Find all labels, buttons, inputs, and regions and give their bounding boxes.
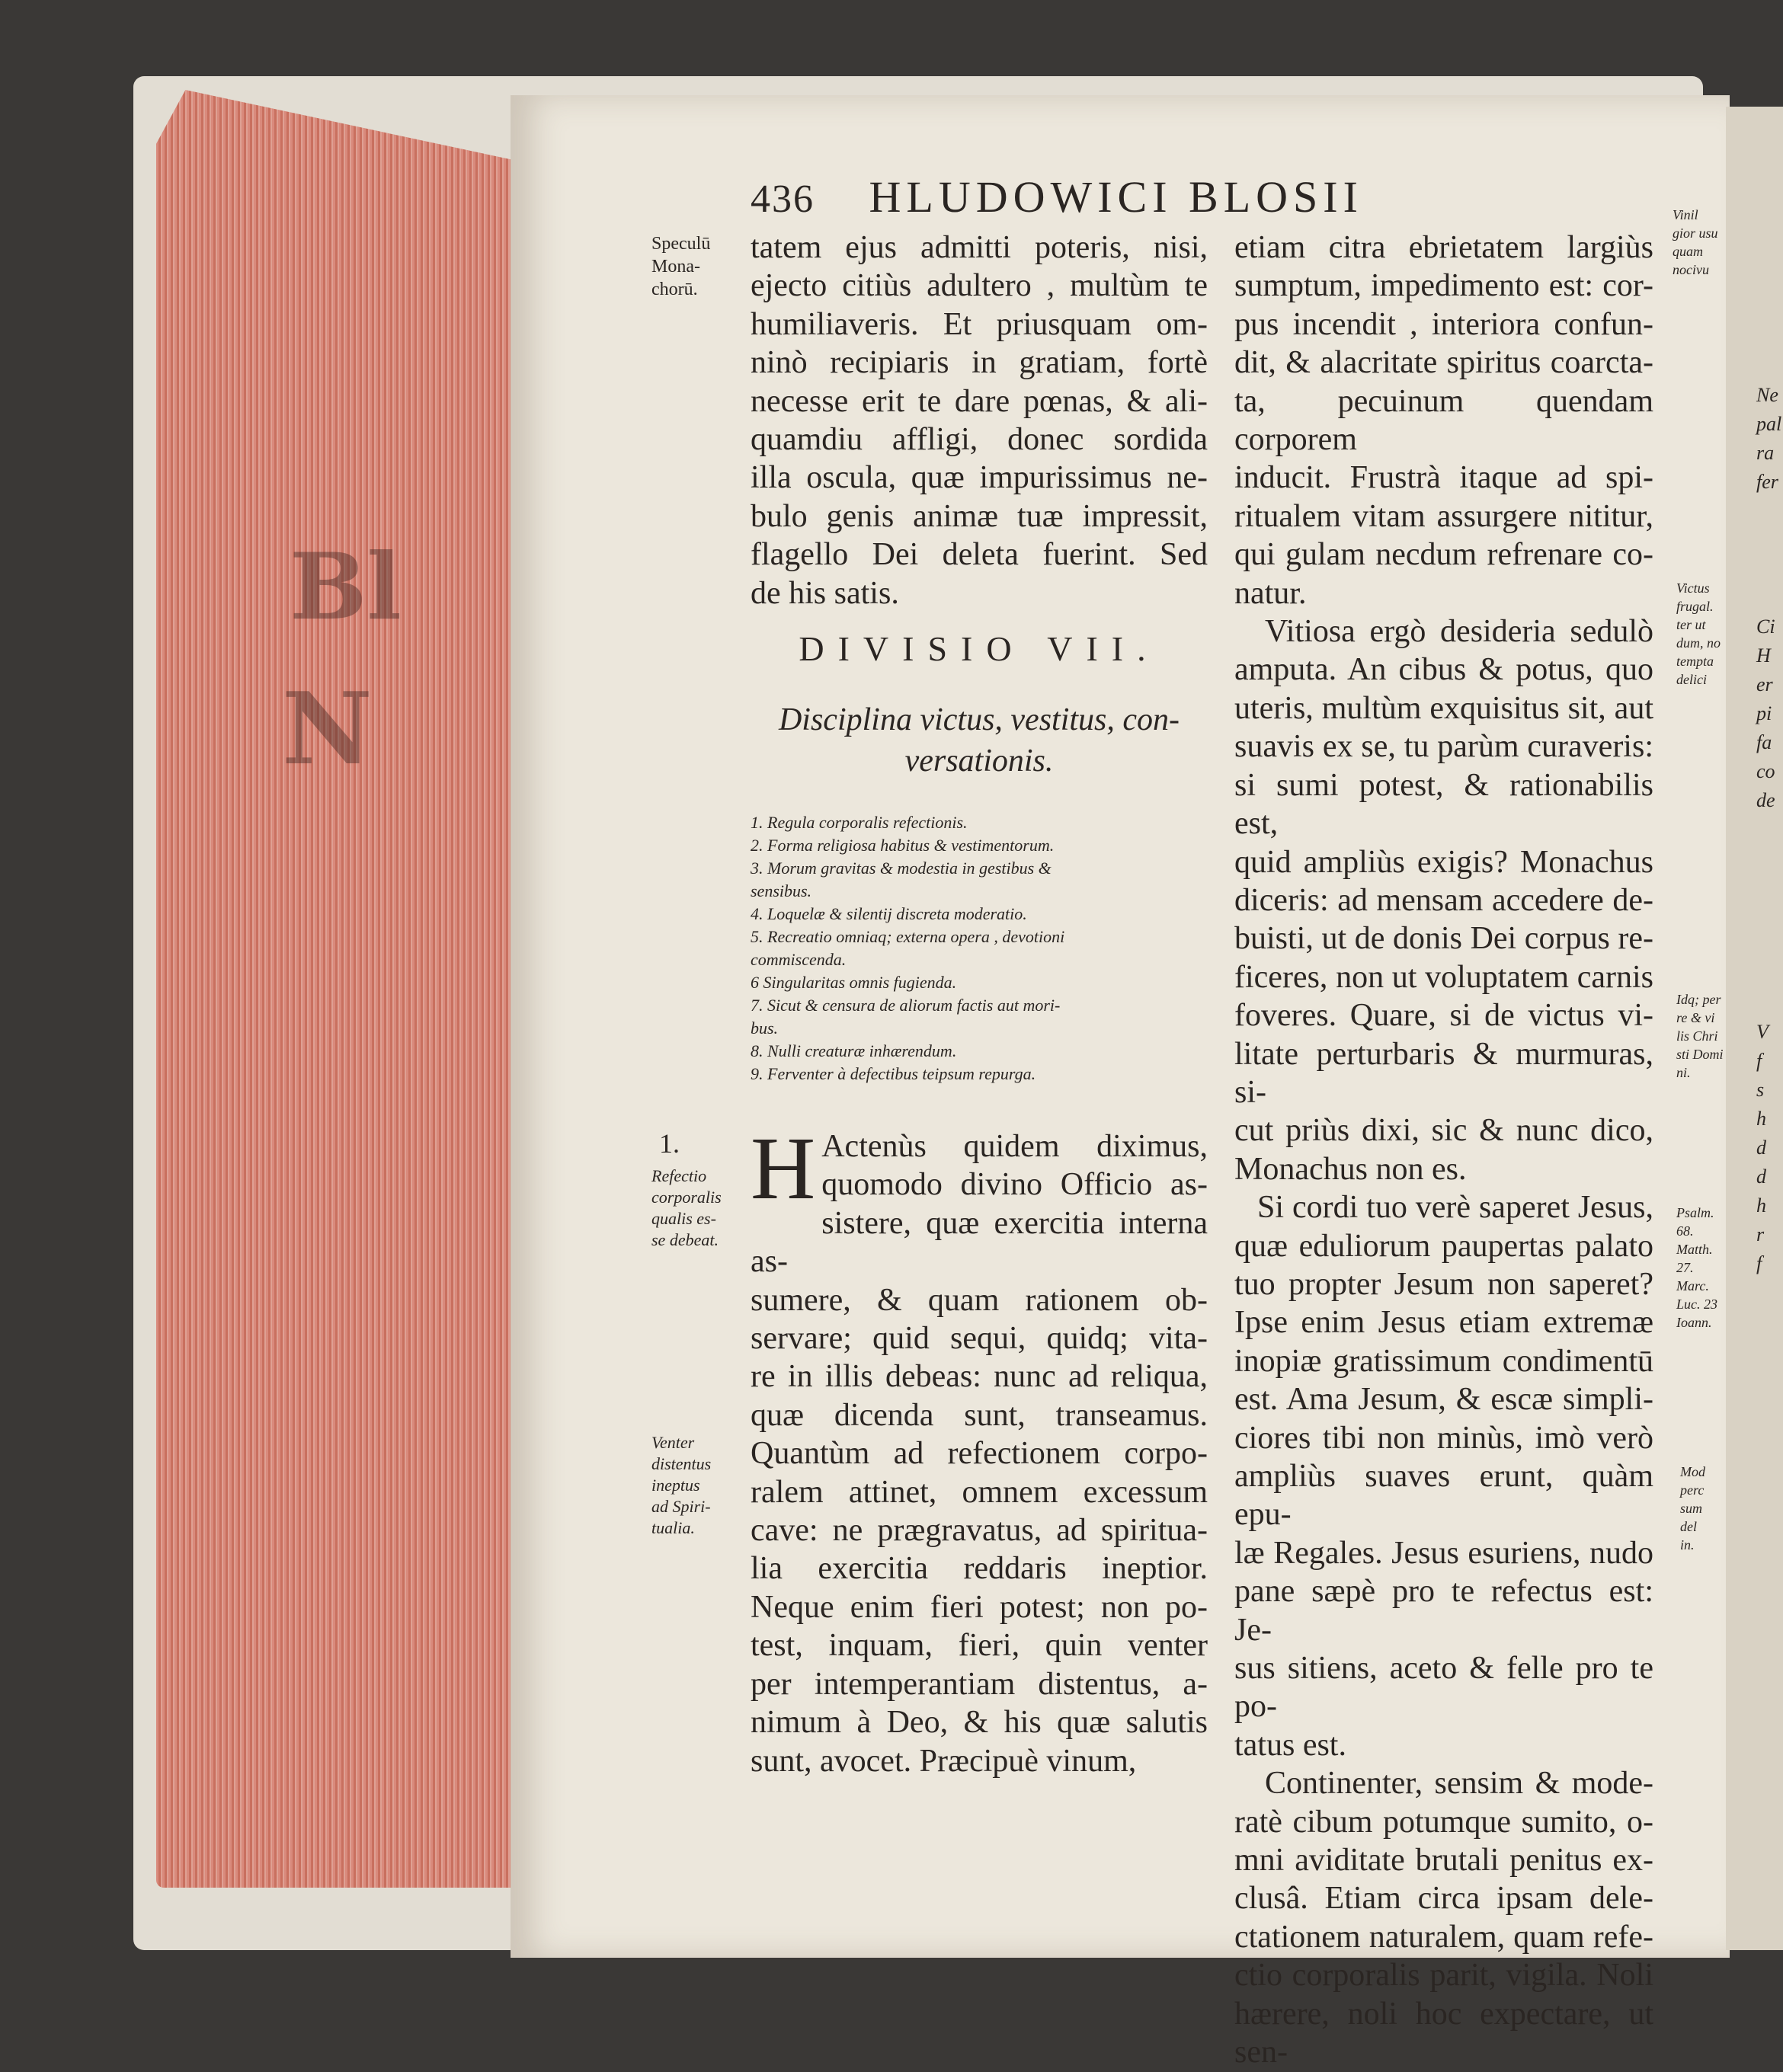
text-line: Ipse enim Jesus etiam extremæ xyxy=(1234,1305,1653,1341)
text-line: ampliùs suaves erunt, quàm epu- xyxy=(1234,1459,1653,1533)
contents-item: 5. Recreatio omniaq; externa opera , devotioni xyxy=(751,927,1065,946)
text-line: suavis ex se, tu parùm curaveris: xyxy=(1234,729,1653,765)
contents-item: 9. Ferventer à defectibus teipsum repurga. xyxy=(751,1064,1036,1083)
text-line: flagello Dei deleta fuerint. Sed xyxy=(751,537,1208,573)
text-line: natur. xyxy=(1234,575,1307,611)
text-line: Quantùm ad refectionem corpo- xyxy=(751,1436,1208,1472)
text-line: etiam citra ebrietatem largiùs xyxy=(1234,230,1653,265)
text-line: diceris: ad mensam accedere de- xyxy=(1234,882,1653,918)
text-line: bulo genis animæ tuæ impressit, xyxy=(751,498,1208,534)
contents-item: commiscenda. xyxy=(751,950,847,969)
right-column xyxy=(1234,229,1653,2072)
text-line: qui gulam necdum refrenare co- xyxy=(1234,537,1653,573)
text-line: quid ampliùs exigis? Monachus xyxy=(1234,844,1653,880)
text-line: nimum à Deo, & his quæ salutis xyxy=(751,1705,1208,1741)
text-line: ficeres, non ut voluptatem carnis xyxy=(1234,959,1653,995)
text-line: uteris, multùm exquisitus sit, aut xyxy=(1234,690,1653,726)
text-line: lia exercitia reddaris ineptior. xyxy=(751,1551,1208,1587)
text-line: litate perturbaris & murmuras, si- xyxy=(1234,1036,1653,1110)
contents-item: bus. xyxy=(751,1018,779,1038)
text-line: ta, pecuinum quendam corporem xyxy=(1234,383,1653,458)
text-line: humiliaveris. Et priusquam om- xyxy=(751,306,1208,342)
text-line: re in illis debeas: nunc ad reliqua, xyxy=(751,1359,1208,1395)
text-line: sen- xyxy=(1234,2035,1288,2070)
margin-note-venter: Venter distentus ineptus ad Spiri- tualia. xyxy=(651,1433,712,1537)
text-line: pane sæpè pro te refectus est: Je- xyxy=(1234,1574,1653,1648)
page-number: 436 xyxy=(751,177,815,221)
section-heading: DIVISIO VII. xyxy=(799,629,1160,668)
text-line: ritualem vitam assurgere nititur, xyxy=(1234,498,1653,534)
margin-note-moderation: Mod perc sum del in. xyxy=(1680,1464,1705,1552)
margin-note-victus: Victus frugal. ter ut dum, no tempta delici xyxy=(1676,580,1721,687)
margin-note-idque: Idq; per re & vi lis Chri sti Domi ni. xyxy=(1676,992,1724,1080)
text-line: tuo propter Jesum non saperet? xyxy=(1234,1266,1653,1302)
contents-item: 6 Singularitas omnis fugienda. xyxy=(751,973,957,992)
margin-note-speculum: Speculū Mona- chorū. xyxy=(651,234,711,299)
page-header xyxy=(751,171,1363,222)
text-line: quæ dicenda sunt, transeamus. xyxy=(751,1397,1208,1433)
text-line: inducit. Frustrà itaque ad spi- xyxy=(1234,460,1653,496)
next-page-margin-text: Ne pal ra fer Ci H er pi fa co de V f s h d d h r f xyxy=(1756,384,1782,1274)
subtitle-line: Disciplina victus, vestitus, con- xyxy=(778,702,1180,737)
text-line: sunt, avocet. Præcipuè vinum, xyxy=(751,1743,1137,1779)
fore-edge-mark: Bl xyxy=(290,533,402,641)
left-column-top xyxy=(751,229,1208,612)
text-line: hærere, noli hoc expectare, ut xyxy=(1234,1996,1653,2032)
text-line: quæ eduliorum paupertas palato xyxy=(1234,1228,1653,1264)
subtitle-line: versationis. xyxy=(904,743,1054,779)
text-line: buisti, ut de donis Dei corpus re- xyxy=(1234,921,1653,957)
running-title: HLUDOWICI BLOSII xyxy=(869,172,1363,222)
section-contents-list xyxy=(751,811,1208,1086)
contents-item: 1. Regula corporalis refectionis. xyxy=(751,813,968,832)
text-line: tatem ejus admitti poteris, nisi, xyxy=(751,230,1208,265)
fore-edge-mark: N xyxy=(282,670,373,787)
text-line: Monachus non es. xyxy=(1234,1151,1467,1187)
text-line: sistere, quæ exercitia interna as- xyxy=(751,1205,1208,1280)
text-line: ciores tibi non minùs, imò verò xyxy=(1234,1420,1653,1456)
text-line: quomodo divino Officio as- xyxy=(821,1167,1208,1203)
drop-cap: H xyxy=(751,1118,816,1218)
margin-note-vinum: Vinil gior usu quam nocivu xyxy=(1673,207,1718,277)
text-line: Neque enim fieri potest; non po- xyxy=(751,1589,1208,1625)
text-line: dit, & alacritate spiritus coarcta- xyxy=(1234,345,1653,381)
text-line: quamdiu affligi, donec sordida xyxy=(751,422,1208,458)
text-line: ralem attinet, omnem excessum xyxy=(751,1474,1208,1510)
text-line: ejecto citiùs adultero , multùm te xyxy=(751,268,1208,304)
text-line: inopiæ gratissimum condimentū xyxy=(1234,1343,1653,1379)
page-fore-edge xyxy=(156,90,522,1888)
margin-note-references: Psalm. 68. Matth. 27. Marc. Luc. 23 Ioann. xyxy=(1676,1205,1717,1330)
text-line: servare; quid sequi, quidq; vita- xyxy=(751,1321,1208,1357)
text-line: Vitiosa ergò desideria sedulò xyxy=(1265,614,1653,650)
text-line: ctio corporalis parit, vigila. Noli xyxy=(1234,1958,1653,1994)
text-line: Si cordi tuo verè saperet Jesus, xyxy=(1257,1190,1653,1226)
text-line: ratè cibum potumque sumito, o- xyxy=(1234,1804,1653,1840)
text-line: sus sitiens, aceto & felle pro te po- xyxy=(1234,1651,1653,1725)
text-line: foveres. Quare, si de victus vi- xyxy=(1234,998,1653,1034)
text-line: est. Ama Jesum, & escæ simpli- xyxy=(1234,1382,1653,1418)
text-line: tatus est. xyxy=(1234,1727,1346,1763)
section-subtitle xyxy=(751,699,1208,782)
text-line: læ Regales. Jesus esuriens, nudo xyxy=(1234,1535,1653,1571)
text-line: necesse erit te dare pœnas, & ali- xyxy=(751,383,1208,419)
text-line: sumere, & quam rationem ob- xyxy=(751,1282,1208,1318)
contents-item: 8. Nulli creaturæ inhærendum. xyxy=(751,1041,957,1060)
text-line: clusâ. Etiam circa ipsam dele- xyxy=(1234,1881,1653,1917)
contents-item: 2. Forma religiosa habitus & vestimentorum. xyxy=(751,836,1055,855)
margin-note-refectio: Refectio corporalis qualis es- se debeat. xyxy=(651,1166,722,1249)
left-column-bottom xyxy=(751,1118,1208,1780)
text-line: Continenter, sensim & mode- xyxy=(1265,1766,1653,1802)
text-line: ninò recipiaris in gratiam, fortè xyxy=(751,345,1208,381)
text-line: si sumi potest, & rationabilis est, xyxy=(1234,767,1653,842)
text-line: amputa. An cibus & potus, quo xyxy=(1234,652,1653,688)
contents-item: 3. Morum gravitas & modestia in gestibus & xyxy=(751,859,1052,878)
contents-item: 7. Sicut & censura de aliorum factis aut mori- xyxy=(751,996,1061,1015)
text-line: illa oscula, quæ impurissimus ne- xyxy=(751,460,1208,496)
contents-item: sensibus. xyxy=(751,881,812,900)
text-line: sumptum, impedimento est: cor- xyxy=(1234,268,1653,304)
text-line: mni aviditate brutali penitus ex- xyxy=(1234,1843,1653,1879)
text-line: pus incendit , interiora confun- xyxy=(1234,306,1653,342)
section-marker: 1. xyxy=(659,1128,680,1159)
text-line: ctationem naturalem, quam refe- xyxy=(1234,1919,1653,1955)
contents-item: 4. Loquelæ & silentij discreta moderatio. xyxy=(751,904,1027,923)
text-line: Actenùs quidem diximus, xyxy=(821,1129,1208,1164)
text-line: per intemperantiam distentus, a- xyxy=(751,1666,1208,1702)
text-line: cut priùs dixi, sic & nunc dico, xyxy=(1234,1113,1653,1149)
text-line: cave: ne prægravatus, ad spiritua- xyxy=(751,1513,1208,1549)
text-line: test, inquam, fieri, quin venter xyxy=(751,1628,1208,1664)
text-line: de his satis. xyxy=(751,575,899,611)
